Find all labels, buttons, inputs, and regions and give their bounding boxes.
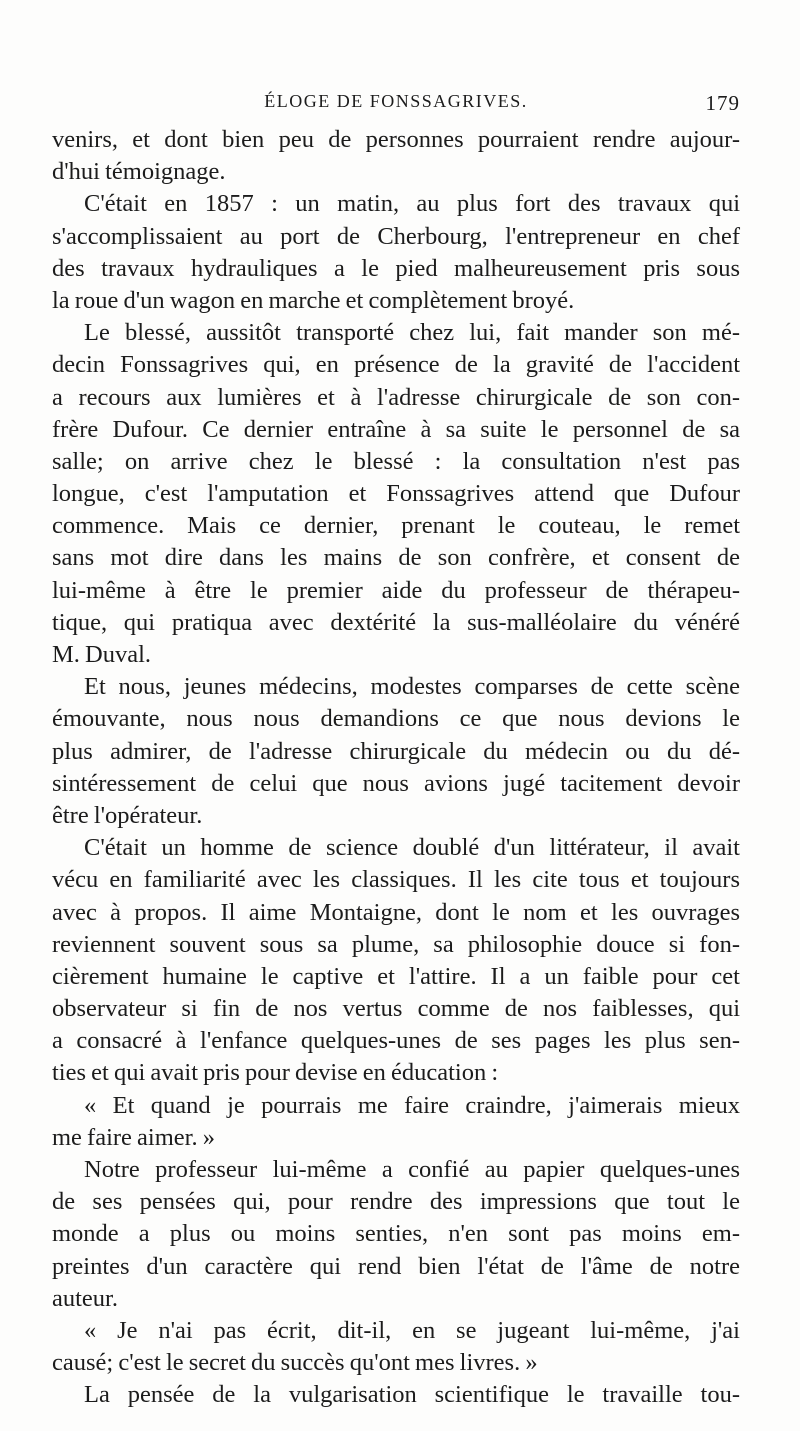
running-head (52, 88, 740, 118)
text-line: monde a plus ou moins senties, n'en sont pas moins em- (52, 1220, 740, 1248)
text-line: Le blessé, aussitôt transporté chez lui, fait mander son mé- (84, 319, 740, 347)
text-line: sans mot dire dans les mains de son confrère, et consent de (52, 544, 740, 572)
text-line: s'accomplissaient au port de Cherbourg, l'entrepreneur en chef (52, 222, 740, 250)
paragraph (52, 124, 740, 188)
text-line: Notre professeur lui-même a confié au papier quelques-unes (84, 1156, 740, 1183)
text-line: reviennent souvent sous sa plume, sa philosophie douce si fon- (52, 930, 740, 958)
text-line: me faire aimer. » (52, 1123, 215, 1151)
text-line: venirs, et dont bien peu de personnes pourraient rendre aujour- (52, 126, 740, 153)
text-line: auteur. (52, 1284, 118, 1312)
paragraph (52, 1090, 740, 1154)
text-line: émouvante, nous nous demandions ce que nous devions le (52, 705, 740, 733)
text-line: tique, qui pratiqua avec dextérité la sus-malléolaire du vénéré (52, 608, 740, 636)
text-line: causé; c'est le secret du succès qu'ont mes livres. » (52, 1349, 538, 1377)
text-line: plus admirer, de l'adresse chirurgicale du médecin ou du dé- (52, 737, 740, 765)
page-number: 179 (705, 91, 740, 115)
text-line: preintes d'un caractère qui rend bien l'état de l'âme de notre (52, 1252, 740, 1280)
text-line: longue, c'est l'amputation et Fonssagrives attend que Dufour (52, 480, 740, 508)
paragraph (52, 1154, 740, 1315)
text-line: observateur si fin de nos vertus comme de nos faiblesses, qui (52, 995, 740, 1023)
paragraph (52, 1379, 740, 1411)
text-line: Et nous, jeunes médecins, modestes comparses de cette scène (84, 673, 740, 701)
text-line: cièrement humaine le captive et l'attire. Il a un faible pour cet (52, 962, 740, 990)
text-line: La pensée de la vulgarisation scientifique le travaille tou- (84, 1381, 740, 1409)
paragraph (52, 317, 740, 671)
text-line: « Je n'ai pas écrit, dit-il, en se jugeant lui-même, j'ai (84, 1316, 740, 1344)
paragraph (52, 1315, 740, 1379)
text-line: commence. Mais ce dernier, prenant le couteau, le remet (52, 512, 740, 540)
text-line: C'était en 1857 : un matin, au plus fort des travaux qui (84, 190, 740, 218)
text-line: sintéressement de celui que nous avions jugé tacitement devoir (52, 769, 740, 797)
paragraph (52, 671, 740, 832)
body-text (52, 124, 740, 1412)
text-line: avec à propos. Il aime Montaigne, dont le nom et les ouvrages (52, 898, 740, 926)
text-line: frère Dufour. Ce dernier entraîne à sa suite le personnel de sa (52, 415, 740, 443)
text-line: a recours aux lumières et à l'adresse chirurgicale de son con- (52, 383, 740, 411)
text-line: lui-même à être le premier aide du professeur de thérapeu- (52, 576, 740, 604)
text-line: d'hui témoignage. (52, 158, 226, 186)
paragraph (52, 832, 740, 1090)
text-line: la roue d'un wagon en marche et complètement broyé. (52, 286, 575, 314)
text-line: de ses pensées qui, pour rendre des impressions que tout le (52, 1188, 740, 1216)
text-line: être l'opérateur. (52, 801, 203, 829)
text-line: vécu en familiarité avec les classiques. Il les cite tous et toujours (52, 866, 740, 894)
text-line: a consacré à l'enfance quelques-unes de ses pages les plus sen- (52, 1027, 740, 1055)
text-line: decin Fonssagrives qui, en présence de la gravité de l'accident (52, 351, 740, 379)
text-line: ties et qui avait pris pour devise en éducation : (52, 1059, 499, 1087)
running-title: ÉLOGE DE FONSSAGRIVES. (264, 91, 528, 111)
text-line: des travaux hydrauliques a le pied malheureusement pris sous (52, 254, 740, 282)
text-line: M. Duval. (52, 641, 152, 668)
text-line: salle; on arrive chez le blessé : la consultation n'est pas (52, 447, 740, 475)
text-line: C'était un homme de science doublé d'un littérateur, il avait (84, 834, 740, 862)
paragraph (52, 188, 740, 317)
text-line: « Et quand je pourrais me faire craindre, j'aimerais mieux (84, 1091, 740, 1119)
